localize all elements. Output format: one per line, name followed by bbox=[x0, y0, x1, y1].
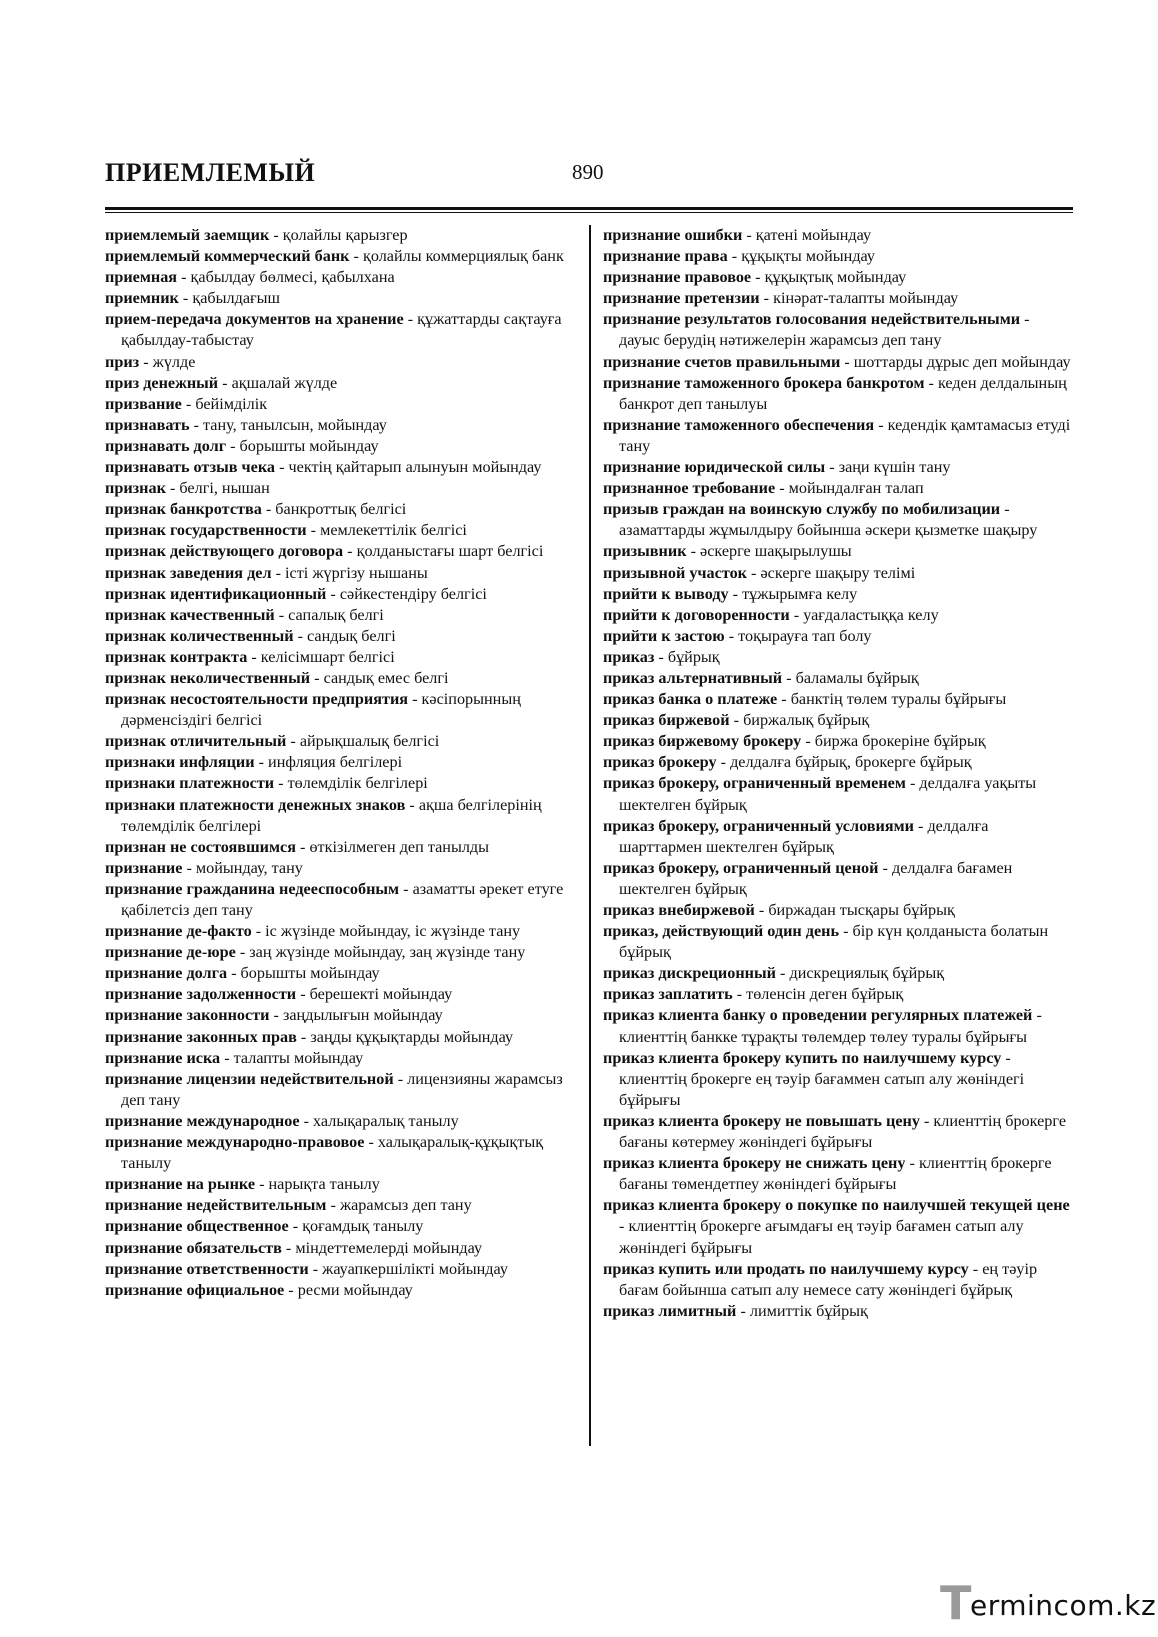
dictionary-entry: признание законности - заңдылығын мойындау bbox=[105, 1006, 443, 1025]
entry-term: призывной участок bbox=[603, 563, 747, 582]
entry-definition: әскерге шақырылушы bbox=[700, 542, 852, 561]
entry-term: признанное требование bbox=[603, 479, 776, 498]
entry-term: признавать bbox=[105, 415, 190, 434]
dictionary-entry: приказ купить или продать по наилучшему курсу - ең тәуір бағам бойынша сатып алу немесе сату жөніндегі бұйрық bbox=[603, 1259, 1038, 1299]
right-column bbox=[603, 225, 1073, 1322]
dictionary-entry: призывник - әскерге шақырылушы bbox=[603, 542, 852, 561]
dictionary-entry: приказ клиента брокеру не повышать цену - клиенттің брокерге бағаны көтермеу жөніндегі бұйрығы bbox=[603, 1111, 1067, 1152]
dictionary-entry: прийти к застою - тоқырауға тап болу bbox=[603, 626, 872, 645]
entry-definition: қолданыстағы шарт белгісі bbox=[356, 542, 544, 561]
entry-term: приказ лимитный bbox=[603, 1301, 737, 1320]
entry-term: приемная bbox=[105, 268, 178, 287]
entry-term: признание таможенного обеспечения bbox=[603, 415, 875, 434]
dictionary-entry: приказ заплатить - төленсін деген бұйрық bbox=[603, 985, 904, 1004]
dictionary-entry: приказ брокеру, ограниченный условиями - делдалға шарттармен шектелген бұйрық bbox=[603, 816, 989, 856]
entry-term: признак идентификационный bbox=[105, 584, 327, 603]
dictionary-entry: призвание - бейімділік bbox=[105, 394, 268, 413]
entry-term: приз bbox=[105, 352, 140, 371]
entry-term: признак качественный bbox=[105, 605, 275, 624]
entry-term: признак bbox=[105, 479, 166, 498]
entry-term: признание официальное bbox=[105, 1280, 285, 1299]
entry-definition: сәйкестендіру белгісі bbox=[339, 584, 487, 603]
entry-term: приказ брокеру, ограниченный временем bbox=[603, 774, 906, 793]
entry-term: признак заведения дел bbox=[105, 563, 272, 582]
dictionary-entry: признавать долг - борышты мойындау bbox=[105, 436, 379, 455]
entry-definition: сапалық белгі bbox=[288, 605, 384, 624]
dictionary-entry: признан не состоявшимся - өткізілмеген деп танылды bbox=[105, 837, 490, 856]
dictionary-entry: признание де-юре - заң жүзінде мойындау, заң жүзінде тану bbox=[105, 943, 526, 962]
dictionary-entry: приказ банка о платеже - банктің төлем туралы бұйрығы bbox=[603, 690, 1007, 709]
page-number: 890 bbox=[572, 160, 604, 184]
entry-term: прием-передача документов на хранение bbox=[105, 310, 404, 329]
dictionary-entry: признание иска - талапты мойындау bbox=[105, 1048, 364, 1067]
entry-term: прийти к договоренности bbox=[603, 605, 790, 624]
entry-definition: клиенттің брокерге бағаны төмендетпеу жөніндегі бұйрығы bbox=[619, 1154, 1052, 1194]
dictionary-entry: приемная - қабылдау бөлмесі, қабылхана bbox=[105, 268, 395, 287]
dictionary-entry: признак контракта - келісімшарт белгісі bbox=[105, 647, 395, 666]
entry-term: признак отличительный bbox=[105, 732, 287, 751]
entry-definition: берешекті мойындау bbox=[309, 985, 453, 1004]
logo-text: ermincom.kz bbox=[970, 1589, 1157, 1622]
entry-definition: құқықтық мойындау bbox=[764, 268, 907, 287]
entry-term: признак неколичественный bbox=[105, 668, 311, 687]
entry-definition: биржадан тысқары бұйрық bbox=[768, 901, 955, 919]
entry-definition: бір күн қолданыста болатын бұйрық bbox=[619, 922, 1049, 962]
entry-term: призыв граждан на воинскую службу по мобилизации bbox=[603, 500, 1001, 519]
dictionary-entry: приказ брокеру - делдалға бұйрық, брокерге бұйрық bbox=[603, 753, 972, 772]
dictionary-entry: признание ошибки - қатені мойындау bbox=[603, 226, 872, 244]
dictionary-entry: признак действующего договора - қолданыстағы шарт белгісі bbox=[105, 542, 544, 561]
dictionary-entry: признание права - құқықты мойындау bbox=[603, 247, 876, 266]
entry-term: приемник bbox=[105, 289, 179, 308]
entry-definition: заңи күшін тану bbox=[838, 458, 951, 477]
entry-definition: тұжырымға келу bbox=[742, 584, 858, 603]
dictionary-entry: приз - жүлде bbox=[105, 352, 196, 371]
entry-term: признак государственности bbox=[105, 521, 307, 540]
dictionary-entry: признак отличительный - айрықшалық белгісі bbox=[105, 732, 440, 751]
entry-definition: шоттарды дұрыс деп мойындау bbox=[853, 352, 1071, 371]
entry-definition: қолайлы коммерциялық банк bbox=[362, 247, 564, 266]
dictionary-entry: признак заведения дел - істі жүргізу нышаны bbox=[105, 563, 428, 582]
entry-definition: сандық емес белгі bbox=[323, 668, 449, 687]
entry-definition: қабылдау бөлмесі, қабылхана bbox=[190, 268, 395, 287]
entry-definition: заң жүзінде мойындау, заң жүзінде тану bbox=[249, 943, 526, 962]
entry-term: приказ bbox=[603, 647, 655, 666]
dictionary-entry: признание задолженности - берешекті мойындау bbox=[105, 985, 453, 1004]
entry-term: признание таможенного брокера банкротом bbox=[603, 373, 925, 392]
dictionary-entry: признание международно-правовое - халықаралық-құқықтық танылу bbox=[105, 1133, 544, 1173]
entry-definition: чектің қайтарып алынуын мойындау bbox=[288, 458, 542, 477]
entry-definition: бұйрық bbox=[667, 647, 720, 666]
entry-term: призвание bbox=[105, 394, 182, 413]
dictionary-entry: приемник - қабылдағыш bbox=[105, 289, 280, 308]
entry-definition: азаматтарды жұмылдыру бойынша әскери қызметке шақыру bbox=[619, 521, 1038, 540]
entry-term: приемлемый заемщик bbox=[105, 226, 270, 244]
entry-term: признание ошибки bbox=[603, 226, 743, 244]
entry-definition: делдалға бұйрық, брокерге бұйрық bbox=[730, 753, 972, 772]
entry-definition: заңды құқықтарды мойындау bbox=[310, 1027, 514, 1046]
dictionary-entry: приказ биржевому брокеру - биржа брокеріне бұйрық bbox=[603, 732, 986, 751]
entry-definition: әскерге шақыру телімі bbox=[760, 563, 916, 582]
entry-term: приказ заплатить bbox=[603, 985, 733, 1004]
entry-definition: төлемділік белгілері bbox=[287, 774, 428, 793]
entry-definition: талапты мойындау bbox=[233, 1048, 364, 1067]
dictionary-entry: признание правовое - құқықтық мойындау bbox=[603, 268, 907, 287]
dictionary-entry: признание обязательств - міндеттемелерді мойындау bbox=[105, 1238, 483, 1257]
logo-letter: T bbox=[940, 1576, 972, 1630]
entry-term: признание иска bbox=[105, 1048, 221, 1067]
dictionary-entry: признание общественное - қоғамдық танылу bbox=[105, 1217, 424, 1236]
entry-term: приказ банка о платеже bbox=[603, 690, 778, 709]
dictionary-entry: приказ брокеру, ограниченный ценой - делдалға бағамен шектелген бұйрық bbox=[603, 858, 1013, 898]
dictionary-entry: приказ клиента брокеру не снижать цену - клиенттің брокерге бағаны төмендетпеу жөніндегі бұйрығы bbox=[603, 1154, 1052, 1194]
entry-definition: ақшалай жүлде bbox=[231, 373, 338, 392]
entry-term: признаки платежности bbox=[105, 774, 275, 793]
entry-term: признание обязательств bbox=[105, 1238, 282, 1257]
dictionary-entry: приказ биржевой - биржалық бұйрық bbox=[603, 711, 870, 730]
entry-definition: ең тәуір бағам бойынша сатып алу немесе сату жөніндегі бұйрық bbox=[619, 1259, 1038, 1299]
header-rule-thick bbox=[105, 207, 1073, 210]
entry-definition: тоқырауға тап болу bbox=[738, 626, 872, 645]
dictionary-entry: признание де-факто - іс жүзінде мойындау, іс жүзінде тану bbox=[105, 922, 521, 941]
dictionary-entry: признак неколичественный - сандық емес белгі bbox=[105, 668, 449, 687]
entry-definition: кедендік қамтамасыз етуді тану bbox=[619, 415, 1071, 455]
entry-definition: мойындалған талап bbox=[788, 479, 924, 498]
entry-term: приказ клиента банку о проведении регулярных платежей bbox=[603, 1006, 1033, 1025]
entry-definition: халықаралық-құқықтық танылу bbox=[121, 1133, 544, 1173]
dictionary-entry: признание на рынке - нарықта танылу bbox=[105, 1175, 380, 1194]
entry-definition: істі жүргізу нышаны bbox=[285, 563, 428, 582]
entry-term: признание законности bbox=[105, 1006, 270, 1025]
entry-term: прийти к выводу bbox=[603, 584, 729, 603]
entry-term: приказ альтернативный bbox=[603, 668, 783, 687]
entry-term: признак действующего договора bbox=[105, 542, 344, 561]
entry-definition: дауыс берудің нәтижелерін жарамсыз деп тану bbox=[619, 331, 942, 350]
entry-definition: бейімділік bbox=[195, 394, 268, 413]
entry-term: признание международное bbox=[105, 1111, 300, 1130]
entry-definition: құқықты мойындау bbox=[741, 247, 876, 266]
dictionary-entry: признак государственности - мемлекеттілік белгісі bbox=[105, 521, 467, 540]
entry-term: признание ответственности bbox=[105, 1259, 309, 1278]
dictionary-entry: признаки платежности - төлемділік белгілері bbox=[105, 774, 428, 793]
entry-definition: кәсіпорынның дәрменсіздігі белгісі bbox=[121, 690, 521, 730]
entry-definition: міндеттемелерді мойындау bbox=[295, 1238, 483, 1257]
dictionary-entry: прийти к выводу - тұжырымға келу bbox=[603, 584, 858, 603]
entry-definition: заңдылығын мойындау bbox=[282, 1006, 443, 1025]
entry-definition: уағдаластыққа келу bbox=[803, 605, 939, 624]
entry-definition: нарықта танылу bbox=[268, 1175, 380, 1194]
entry-definition: айрықшалық белгісі bbox=[299, 732, 440, 751]
entry-definition: кеден делдалының банкрот деп танылуы bbox=[619, 373, 1067, 413]
entry-definition: мойындау, тану bbox=[195, 858, 303, 877]
entry-definition: клиенттің банкке тұрақты төлемдер төлеу туралы бұйрығы bbox=[619, 1027, 1028, 1046]
dictionary-entry: приемлемый заемщик - қолайлы қарызгер bbox=[105, 226, 408, 244]
dictionary-entry: признание международное - халықаралық танылу bbox=[105, 1111, 459, 1130]
dictionary-entry: признание таможенного обеспечения - кедендік қамтамасыз етуді тану bbox=[603, 415, 1071, 455]
entry-definition: борышты мойындау bbox=[240, 964, 380, 983]
entry-definition: жүлде bbox=[152, 352, 196, 371]
dictionary-entry: прием-передача документов на хранение - құжаттарды сақтауға қабылдау-табыстау bbox=[105, 310, 562, 350]
header-rule-thin bbox=[105, 212, 1073, 213]
entry-definition: құжаттарды сақтауға қабылдау-табыстау bbox=[121, 310, 562, 350]
entry-term: признание юридической силы bbox=[603, 458, 826, 477]
entry-term: признание счетов правильными bbox=[603, 352, 841, 371]
entry-term: признание результатов голосования недействительными bbox=[603, 310, 1021, 329]
entry-term: приказ биржевой bbox=[603, 711, 730, 730]
entry-definition: дискрециялық бұйрық bbox=[789, 964, 945, 983]
entry-term: приказ купить или продать по наилучшему курсу bbox=[603, 1259, 969, 1278]
entry-definition: келісімшарт белгісі bbox=[260, 647, 395, 666]
entry-definition: қабылдағыш bbox=[192, 289, 280, 308]
entry-term: признак контракта bbox=[105, 647, 248, 666]
entry-definition: биржалық бұйрық bbox=[743, 711, 870, 730]
dictionary-entry: признанное требование - мойындалған талап bbox=[603, 479, 924, 498]
entry-definition: қатені мойындау bbox=[755, 226, 872, 244]
termincom-logo bbox=[940, 1576, 1157, 1630]
dictionary-entry: приказ, действующий один день - бір күн қолданыста болатын бұйрық bbox=[603, 922, 1049, 962]
entry-term: признаки платежности денежных знаков bbox=[105, 795, 406, 814]
dictionary-entry: признак - белгі, нышан bbox=[105, 479, 270, 498]
entry-term: признание претензии bbox=[603, 289, 760, 308]
entry-term: признание недействительным bbox=[105, 1196, 327, 1215]
entry-term: признание де-юре bbox=[105, 943, 236, 962]
dictionary-entry: признание - мойындау, тану bbox=[105, 858, 303, 877]
entry-definition: азаматты әрекет етуге қабілетсіз деп тану bbox=[121, 879, 564, 919]
dictionary-entry: признавать - тану, танылсын, мойындау bbox=[105, 415, 387, 434]
entry-term: признаки инфляции bbox=[105, 753, 255, 772]
dictionary-entry: признание ответственности - жауапкершілікті мойындау bbox=[105, 1259, 508, 1278]
dictionary-entry: приемлемый коммерческий банк - қолайлы коммерциялық банк bbox=[105, 247, 564, 266]
entry-term: приемлемый коммерческий банк bbox=[105, 247, 350, 266]
entry-definition: тану, танылсын, мойындау bbox=[203, 415, 387, 434]
entry-term: признавать отзыв чека bbox=[105, 458, 276, 477]
dictionary-entry: признание недействительным - жарамсыз деп тану bbox=[105, 1196, 472, 1215]
entry-definition: жарамсыз деп тану bbox=[339, 1196, 472, 1215]
entry-term: приказ, действующий один день bbox=[603, 922, 840, 941]
entry-term: призывник bbox=[603, 542, 687, 561]
dictionary-entry: приказ внебиржевой - биржадан тысқары бұйрық bbox=[603, 901, 955, 919]
dictionary-entry: признание претензии - кінәрат-талапты мойындау bbox=[603, 289, 959, 308]
dictionary-entry: признак идентификационный - сәйкестендіру белгісі bbox=[105, 584, 487, 603]
entry-term: приказ дискреционный bbox=[603, 964, 776, 983]
entry-term: признак несостоятельности предприятия bbox=[105, 690, 409, 709]
entry-term: приказ клиента брокеру не повышать цену bbox=[603, 1111, 920, 1130]
dictionary-entry: признание результатов голосования недействительными - дауыс берудің нәтижелерін жарамсыз деп тану bbox=[603, 310, 1030, 350]
entry-term: приказ клиента брокеру купить по наилучшему курсу bbox=[603, 1048, 1002, 1067]
dictionary-entry: признаки платежности денежных знаков - ақша белгілерінің төлемділік белгілері bbox=[105, 795, 542, 835]
entry-term: признание гражданина недееспособным bbox=[105, 879, 400, 898]
entry-term: признание де-факто bbox=[105, 922, 252, 941]
entry-term: признание права bbox=[603, 247, 728, 266]
entry-definition: клиенттің брокерге ең тәуір бағаммен сатып алу жөніндегі бұйрығы bbox=[619, 1069, 1025, 1109]
entry-definition: іс жүзінде мойындау, іс жүзінде тану bbox=[265, 922, 521, 941]
entry-definition: лимиттік бұйрық bbox=[749, 1301, 868, 1320]
column-divider bbox=[589, 225, 591, 1446]
dictionary-entry: признак несостоятельности предприятия - кәсіпорынның дәрменсіздігі белгісі bbox=[105, 690, 521, 730]
entry-definition: инфляция белгілері bbox=[268, 753, 403, 772]
dictionary-entry: приказ брокеру, ограниченный временем - делдалға уақыты шектелген бұйрық bbox=[603, 774, 1037, 814]
entry-definition: делдалға уақыты шектелген бұйрық bbox=[619, 774, 1037, 814]
dictionary-entry: признание таможенного брокера банкротом - кеден делдалының банкрот деп танылуы bbox=[603, 373, 1067, 413]
dictionary-entry: приказ лимитный - лимиттік бұйрық bbox=[603, 1301, 868, 1320]
dictionary-entry: признак качественный - сапалық белгі bbox=[105, 605, 384, 624]
entry-term: признак банкротства bbox=[105, 500, 262, 519]
dictionary-entry: приказ клиента брокеру о покупке по наилучшей текущей цене - клиенттің брокерге ағымдағы ең тәуір бағамен сатып алу жөніндегі бұйрығы bbox=[603, 1196, 1070, 1257]
dictionary-entry: признание лицензии недействительной - лицензияны жарамсыз деп тану bbox=[105, 1069, 563, 1109]
entry-definition: делдалға шарттармен шектелген бұйрық bbox=[619, 816, 989, 856]
dictionary-entry: признание официальное - ресми мойындау bbox=[105, 1280, 413, 1299]
entry-term: признание на рынке bbox=[105, 1175, 256, 1194]
left-column bbox=[105, 225, 575, 1301]
entry-definition: ақша белгілерінің төлемділік белгілері bbox=[121, 795, 542, 835]
entry-definition: өткізілмеген деп танылды bbox=[309, 837, 490, 856]
entry-definition: жауапкершілікті мойындау bbox=[322, 1259, 508, 1278]
entry-term: признание лицензии недействительной bbox=[105, 1069, 394, 1088]
entry-term: приказ брокеру bbox=[603, 753, 717, 772]
entry-definition: мемлекеттілік белгісі bbox=[320, 521, 467, 540]
dictionary-entry: признание счетов правильными - шоттарды дұрыс деп мойындау bbox=[603, 352, 1071, 371]
entry-definition: сандық белгі bbox=[307, 626, 396, 645]
entry-definition: қоғамдық танылу bbox=[302, 1217, 424, 1236]
entry-definition: халықаралық танылу bbox=[313, 1111, 459, 1130]
dictionary-entry: приказ дискреционный - дискрециялық бұйрық bbox=[603, 964, 945, 983]
entry-term: признание общественное bbox=[105, 1217, 289, 1236]
dictionary-entry: признание законных прав - заңды құқықтарды мойындау bbox=[105, 1027, 514, 1046]
entry-term: признание bbox=[105, 858, 183, 877]
dictionary-entry: признак банкротства - банкроттық белгісі bbox=[105, 500, 407, 519]
entry-definition: қолайлы қарызгер bbox=[282, 226, 408, 244]
dictionary-entry: приказ альтернативный - баламалы бұйрық bbox=[603, 668, 919, 687]
entry-term: признан не состоявшимся bbox=[105, 837, 296, 856]
entry-term: приказ биржевому брокеру bbox=[603, 732, 802, 751]
entry-definition: банктің төлем туралы бұйрығы bbox=[790, 690, 1007, 709]
entry-definition: банкроттық белгісі bbox=[275, 500, 407, 519]
entry-definition: делдалға бағамен шектелген бұйрық bbox=[619, 858, 1013, 898]
dictionary-entry: признаки инфляции - инфляция белгілері bbox=[105, 753, 403, 772]
page-header bbox=[105, 158, 1073, 198]
entry-definition: клиенттің брокерге бағаны көтермеу жөніндегі бұйрығы bbox=[619, 1111, 1067, 1152]
entry-definition: ресми мойындау bbox=[297, 1280, 413, 1299]
dictionary-entry: призывной участок - әскерге шақыру телімі bbox=[603, 563, 916, 582]
dictionary-entry: призыв граждан на воинскую службу по мобилизации - азаматтарды жұмылдыру бойынша әскери қызметке шақыру bbox=[603, 500, 1038, 540]
head-word: ПРИЕМЛЕМЫЙ bbox=[105, 158, 316, 187]
entry-definition: төленсін деген бұйрық bbox=[746, 985, 904, 1004]
dictionary-entry: приз денежный - ақшалай жүлде bbox=[105, 373, 338, 392]
entry-term: приказ брокеру, ограниченный ценой bbox=[603, 858, 879, 877]
entry-term: признание правовое bbox=[603, 268, 752, 287]
entry-definition: кінәрат-талапты мойындау bbox=[773, 289, 959, 308]
entry-term: приказ брокеру, ограниченный условиями bbox=[603, 816, 914, 835]
dictionary-entry: приказ - бұйрық bbox=[603, 647, 720, 666]
entry-term: признак количественный bbox=[105, 626, 294, 645]
dictionary-entry: признание гражданина недееспособным - азаматты әрекет етуге қабілетсіз деп тану bbox=[105, 879, 564, 919]
dictionary-entry: признавать отзыв чека - чектің қайтарып алынуын мойындау bbox=[105, 458, 542, 477]
entry-term: признавать долг bbox=[105, 436, 227, 455]
dictionary-entry: признак количественный - сандық белгі bbox=[105, 626, 396, 645]
entry-definition: баламалы бұйрық bbox=[795, 668, 919, 687]
dictionary-entry: приказ клиента брокеру купить по наилучшему курсу - клиенттің брокерге ең тәуір бағаммен сатып алу жөніндегі бұйрығы bbox=[603, 1048, 1025, 1109]
entry-term: признание международно-правовое bbox=[105, 1133, 365, 1152]
entry-term: приз денежный bbox=[105, 373, 219, 392]
entry-definition: биржа брокеріне бұйрық bbox=[814, 732, 986, 751]
entry-term: прийти к застою bbox=[603, 626, 725, 645]
dictionary-entry: прийти к договоренности - уағдаластыққа келу bbox=[603, 605, 939, 624]
entry-definition: белгі, нышан bbox=[179, 479, 270, 498]
entry-term: приказ внебиржевой bbox=[603, 901, 755, 919]
entry-term: приказ клиента брокеру о покупке по наилучшей текущей цене bbox=[603, 1196, 1070, 1215]
entry-definition: клиенттің брокерге ағымдағы ең тәуір бағамен сатып алу жөніндегі бұйрығы bbox=[619, 1217, 1024, 1257]
entry-term: признание долга bbox=[105, 964, 228, 983]
dictionary-entry: признание юридической силы - заңи күшін тану bbox=[603, 458, 951, 477]
entry-term: признание задолженности bbox=[105, 985, 297, 1004]
dictionary-entry: приказ клиента банку о проведении регулярных платежей - клиенттің банкке тұрақты төлемдер төлеу туралы бұйрығы bbox=[603, 1006, 1042, 1046]
entry-definition: лицензияны жарамсыз деп тану bbox=[121, 1069, 563, 1109]
entry-term: признание законных прав bbox=[105, 1027, 297, 1046]
entry-definition: борышты мойындау bbox=[239, 436, 379, 455]
dictionary-entry: признание долга - борышты мойындау bbox=[105, 964, 380, 983]
entry-term: приказ клиента брокеру не снижать цену bbox=[603, 1154, 906, 1173]
